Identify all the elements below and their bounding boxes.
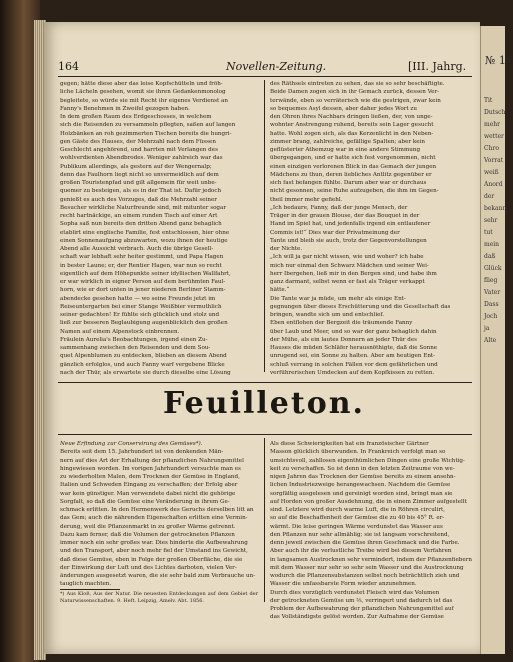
text-line: Neue Erfindung zur Conservirung des Gemüses*). [60, 441, 203, 447]
text-line: begleitete, so würde sie mit Recht ihr eigenes Verdienst an [60, 97, 228, 104]
text-line: geflüsterter Athemzug war in eine andere Stimmung [270, 147, 421, 153]
text-line: den Pflanzen nur sehr allmählig; sie ist langsam vorschreitend, [270, 531, 450, 538]
text-line: Die Tante war ja müde, um mehr als einige Ent- [270, 295, 406, 302]
right-column-bottom [270, 440, 472, 621]
left-column-top [60, 80, 258, 380]
left-column-bottom [60, 440, 258, 590]
volume-year: [III. Jahrg. [408, 60, 467, 73]
text-line: hingewiesen worden. Im vorigen Jahrhundert versuchte man es [60, 465, 241, 472]
text-line: nigen Jahren das Trocknen der Gemüse bereits zu einem ansehn- [270, 474, 456, 480]
text-line: nicht gesonnen, seine Ruhe aufzugeben, die ihm im Gegen- [270, 188, 439, 195]
text-line: tauglich machten. [60, 581, 112, 588]
text-line: schluß verrang in solchen Fällen vor dem gefährlichen und [270, 361, 438, 368]
facing-page-fragment: Chro [484, 145, 499, 152]
text-line: einen Sonnenaufgang abzuwarten, wozu ihnen der heutige [60, 237, 228, 244]
text-line: derung, weil die Pflanzenmarkt in zu großer Wärme getrennt. [60, 523, 236, 530]
text-line: Namen auf einem Alpenstock einbrennen. [60, 328, 180, 335]
right-column-top [270, 80, 468, 380]
text-line: unrugend sei, ein Sonne zu halten. Aber am heutigen Ent- [270, 353, 436, 360]
facing-page-fragment: Dutsch [484, 109, 506, 116]
text-line: genießt es auch des Vorzuges, daß die Mehrzahl seiner [60, 196, 217, 203]
text-line: er war wirklich in eigner Person auf dem berühmten Faul- [60, 279, 226, 285]
text-line: gen Gäste des Hauses, der Mehrzahl nach dem Füssen [60, 138, 216, 145]
text-line: lichen Industriezweige herangewachsen. Nachdem die Gemüse [270, 482, 451, 489]
text-line: sind. Letztere wird durch warme Luft, die in Röhren circulirt, [270, 507, 446, 513]
text-line: Wasser die unfassbarste Form wieder anzunehmen. [270, 581, 417, 588]
text-line: ließ zur besseren Beglaubigung augenblicklich den großen [60, 320, 228, 327]
facing-page-fragment: Dass [484, 301, 499, 308]
text-line: „Ich will ja gar nicht wissen, wie und woher? ich habe [270, 254, 424, 261]
facing-page-fragment: weiß [484, 169, 499, 176]
text-line: einen einzigen verlorenen Blick in das Gemach der jungen [270, 163, 437, 170]
text-line: Aber auch ihr die verlustliche Treibe wird bei diesem Verfahren [270, 548, 452, 555]
footnote: *) Aus Kloß, Aus der Natur. Die neuesten Entdeckungen auf dem Gebiet der Naturwissenschaften. 9. Heft. Leipzig, Amelv. Abt. 1856. [60, 591, 258, 604]
text-line: sorgfältig ausgelesen und gereinigt worden sind, bringt man sie [270, 490, 453, 497]
text-line: den Ohren ihres Nachbars dringen ließen, der, von unge- [270, 114, 433, 120]
facing-page-fragment: ja [484, 325, 490, 332]
text-line: Abend alle Aussicht verbrach. Auch die übrige Gesell- [60, 246, 214, 252]
text-line: gänzlich erfolglos, und auch Fanny warf vergebene Blicke [60, 361, 225, 368]
text-line: Mädchens zu thun, deren liebliches Antlitz gegenüber er [270, 171, 432, 178]
text-line: wohlverdienten Abendbrodes. Weniger zahlreich war das [60, 155, 223, 162]
text-line: sammenhang zwischen den Reisenden und dem Sou- [60, 345, 211, 351]
column-divider-bottom [264, 438, 265, 602]
text-line: Hauses die müden Schläfer herausnöthigte, daß die Sonne [270, 345, 438, 351]
facing-page-fragment: Alte [484, 337, 497, 344]
facing-page-fragment: Anord [484, 181, 503, 188]
facing-page-edge [480, 26, 513, 654]
text-line: zu wiederholten Malen, dem Trocknen der Gemüse in England, [60, 474, 240, 480]
text-line: Sopha saß nun bereits den dritten Abend ganz behaglich [60, 221, 222, 228]
text-line: der Einwirkung der Luft und des Lichtes darboten, vielen Ver- [60, 564, 237, 571]
section-rule-bottom [58, 434, 472, 435]
text-line: recht hartnäckige, an einem runden Tisch auf einer Art [60, 213, 218, 219]
header-rule [58, 76, 472, 77]
facing-page-fragment: Glück [484, 265, 502, 272]
text-line: theil immer mehr gefiehl. [270, 196, 343, 203]
text-line: etablirt eine englische Familie, fest entschlossen, hier ohne [60, 229, 230, 236]
page-number: 164 [58, 60, 79, 73]
text-line: sich fast befangen fühlte. Darum aber war er durchaus [270, 180, 427, 186]
feuilleton-heading: Feuilleton. [163, 386, 365, 421]
text-line: Fräulein Aurelia's Beobachtungen, irgend einen Zu- [60, 336, 208, 343]
text-line: hatte. Wohl zogen sich, als das Kerzenlicht in den Neben- [270, 130, 434, 137]
footnote-rule [60, 589, 120, 590]
text-line: mich nur einmal den Schwarz Mädchen und seiner Wei- [270, 262, 429, 269]
text-line: immer noch ein sehr großes war. Dies hinderte die Aufbewahrung [60, 540, 248, 546]
text-line: Beide Damen zogen sich in ihr Gemach zurück, dessen Ver- [270, 89, 440, 96]
text-line: nern auf dies Art der Erhaltung der pflanzlichen Nahrungsmittel [60, 457, 244, 464]
text-line: schaft war lebhaft sehr heiter gestimmt, und Papa Hagen [60, 254, 224, 261]
text-line: gegen; hätte diese aber das leise Kopfschütteln und fröh- [60, 81, 223, 87]
facing-page-fragment: mein [484, 241, 500, 248]
text-line: quet Alpenblumen zu entdecken, blieben an diesem Abend [60, 353, 227, 360]
text-line: Träger in der grauen Blouse, der das Bouquet in der [270, 213, 420, 219]
text-line: bringen, wandte sich um und entschlief. [270, 312, 385, 318]
text-line: Sorgfalt, so daß die Gemüse eine Veränderung in ihrem Ge- [60, 498, 230, 505]
text-line: Fanny's Benehmen in Zweifel gezogen haben. [60, 105, 190, 112]
column-divider-top [264, 80, 265, 372]
running-title: Novellen-Zeitung. [226, 60, 327, 73]
text-line: ganz darmant, selbst wenn er fast als Träger verkappt [270, 279, 425, 285]
facing-page-fragment: flieg [484, 277, 498, 284]
text-line: großen Touristenpfad und gilt allgemein für weit unbe- [60, 180, 217, 186]
text-line: wodurch die Pflanzensubstanzen selbst noch beträchtlich zieh und [270, 573, 460, 579]
facing-page-fragment: sehr [484, 217, 498, 224]
text-line: umsichtsvoll, zahllosen eigenthümlichen Dingen eine große Wichtig- [270, 457, 465, 464]
text-line: wohnter Anstrengung ruhend, bereits sein Lager gesucht [270, 122, 434, 129]
text-line: des Räthsels eintreten zu sehen, das sie so sehr beschäftigte. [270, 81, 445, 87]
facing-page-fragment: Tit [484, 97, 493, 104]
text-line: das Gem; auch die nährenden Eigenschaften erlitten eine Vermin- [60, 515, 248, 522]
text-line: übergegangen, und er hatte sich fest vorgenommen, nicht [270, 155, 436, 162]
text-line: der Mühe, als ein lautes Donnern an jeder Thür des [270, 336, 418, 343]
facing-page-header: № 11 [485, 54, 513, 67]
text-line: keit zu verschaffen. So ist denn in den letzten Zeitraume von we- [270, 465, 455, 472]
text-line: abendecke gesehen hatte — wo seine Freunde jetzt im [60, 295, 216, 302]
text-line: Commis ist!“ Dies war der Privatmeinung der [270, 229, 400, 236]
text-line: Italien und Schweden Eingang zu verschaffen; der Erfolg aber [60, 482, 238, 489]
text-line: In dem großen Raum des Erdgeschosses, in welchem [60, 114, 212, 120]
text-line: Tante und bleib sie auch, trotz der Gegenvorstellungen [270, 237, 427, 244]
text-line: mit dem Wasser nur sehr so sehr sein Wasser und die Austrocknung [270, 564, 464, 571]
text-line: denn jeweil zwischen die Gemüse ihren Geschmack und die Farbe. [270, 540, 460, 546]
text-line: Publikum allerdings, als gestern auf der Wengernalp; [60, 163, 212, 170]
facing-page-fragment: Joch [484, 313, 498, 320]
facing-page-fragment: Vater [484, 289, 501, 296]
text-line: Als diese Schwierigkeiten hat ein französischer Gärtner [270, 441, 429, 447]
text-line: Masson glücklich überwunden. In Frankreich verfolgt man so [270, 449, 446, 456]
text-line: herr Ibergehen, ließ mir in den Bergen sind, und habe ihm [270, 270, 437, 277]
text-line: terwände, eben so verräterisch wie die gestrigen, zwar kein [270, 97, 441, 104]
facing-page-fragment: mehr [484, 121, 500, 128]
text-line: in langsamen Austrocknen sehr vermindert, indem der Pflanzenfiebern [270, 556, 472, 563]
text-line: Hand im Spiel hat, und jedenfalls irgend ein entlaufener [270, 221, 431, 228]
text-line: Bereits seit dem 15. Jahrhundert ist von denkenden Män- [60, 449, 224, 456]
text-line: Reiseuntergarten bei einer Stange Weißbier vermuthlich [60, 303, 222, 310]
text-line: verführerischen Umdecken auf dem Kopfkissen zu retten. [270, 369, 435, 376]
text-line: quemer zu besteigen, als es in der That ist. Dafür jedoch [60, 188, 222, 195]
text-line: daß diese Gemüse, eben in Folge der großen Oberfläche, die sie [60, 556, 243, 563]
text-line: Durch dies vorzüglich verdunstet Fleisch wird das Volumen [270, 589, 440, 596]
text-line: „Ich bedaure, Fanny, daß der junge Mensch, der [270, 204, 408, 211]
text-line: Eben entflohen der Bergzeit die träumende Fanny [270, 320, 413, 327]
facing-page-fragment: Vorrat [484, 157, 504, 164]
text-line: horn, wie er dort unten in jener niederen Berliner Stamm- [60, 287, 226, 294]
facing-page-fragment: wetter [484, 133, 504, 140]
facing-page-fragment: bekann [484, 205, 507, 212]
text-line: eigentlich auf dem Höhepunkte seiner idyllischen Wallfahrt, [60, 270, 231, 277]
text-line: seiner gedachten! Er fühlte sich glücklich und stolz und [60, 312, 220, 318]
text-line: Holzbänken an roh gezimmerten Tischen bereits die hungri- [60, 130, 232, 137]
text-line: liche Lächeln gesehen, womit sie ihren Gedankenmonolog [60, 89, 226, 96]
text-line: Geschlecht angehörend, und harrten mit Verlangen des [60, 147, 218, 153]
section-rule-top [58, 382, 472, 383]
text-line: in bester Laune; er, der Rentier Hagen, war nun so recht [60, 262, 222, 269]
text-line: nach der Thür, als erwartete sie durch dieselbe eine Lösung [60, 369, 231, 376]
text-line: das Vollständigste gelöst worden. Zur Aufnahme der Gemüse [270, 614, 444, 621]
text-line: Dazu kam ferner, daß die Volumen der getrockneten Pflanzen [60, 531, 235, 538]
text-line: war kein günstiger. Man verwendete dabei nicht die gehörige [60, 490, 236, 497]
text-line: sich die Reisenden zu versammeln pflegten, saßen auf langen [60, 122, 236, 129]
text-line: zimmer brang, zahlreiche, gefällige Spalten; aber kein [270, 138, 425, 145]
text-line: auf Horden von großer Ausdehnung, die in einem Zimmer aufgestellt [270, 498, 467, 505]
text-line: denn das Faulhorn liegt nicht so unvermeidlich auf dem [60, 171, 219, 178]
facing-page-fragment: daß [484, 253, 496, 260]
text-line: Problem der Aufbewahrung der pflanzlichen Nahrungsmittel auf [270, 606, 454, 612]
text-line: so auf die Beschaffenheit der Gemüse die zu 40 bis 45° R. er- [270, 515, 445, 522]
text-line: änderungen ausgesetzt waren, die sie sehr bald zum Verbrauche un- [60, 573, 256, 579]
text-line: hätte.“ [270, 287, 290, 294]
facing-page-fragment: der [484, 193, 495, 200]
text-line: der Nichte. [270, 246, 303, 252]
text-line: wärmt. Die leise geringen Wärme verdunstet das Wasser aus [270, 523, 443, 530]
text-line: über Laub und Meer, und so war der ganz behaglich dahin [270, 328, 437, 335]
text-line: gegnungen über dieses Erschütterung und die Gesellschaft das [270, 303, 451, 310]
text-line: so bequemes Asyl dessen, aber daher jedes Wort zu [270, 105, 417, 112]
text-line: Besucher wirkliche Naturfreunde sind, mit mitunter sogar [60, 204, 227, 211]
facing-page-fragment: tut [484, 229, 493, 236]
text-line: der getrockneten Gemüse um ⅔, verringert und dadurch ist das [270, 597, 453, 604]
text-line: schmack erlitten. In den Hermenwerk des Geruchs derselben litt an [60, 507, 254, 513]
text-line: und den Transport, aber noch mehr fiel der Umstand ins Gewicht, [60, 548, 248, 555]
